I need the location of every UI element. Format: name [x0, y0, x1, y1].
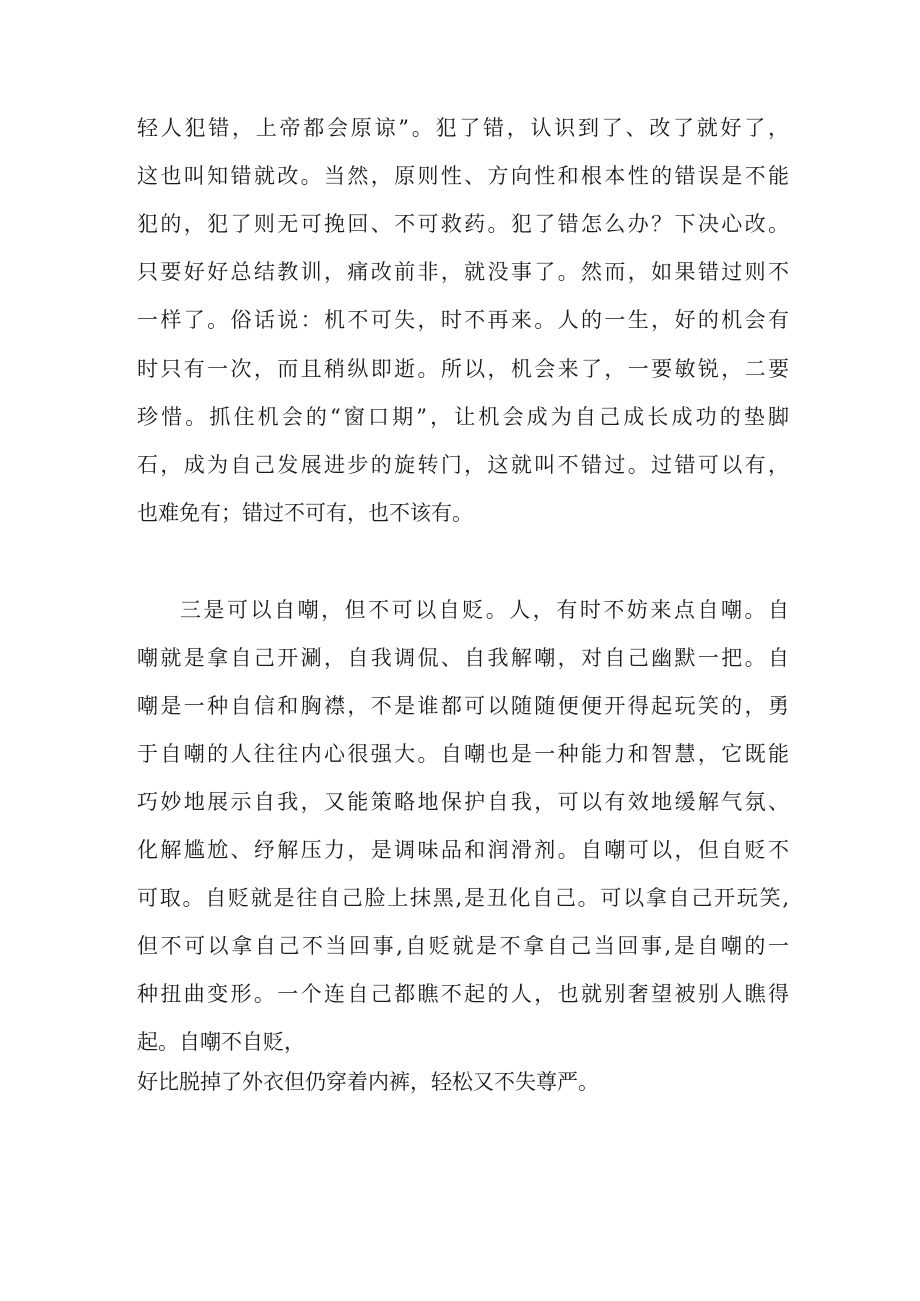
text-line: 一样了。俗话说：机不可失，时不再来。人的一生，好的机会有 — [137, 308, 789, 332]
text-line: 巧妙地展示自我，又能策略地保护自我，可以有效地缓解气氛、 — [137, 790, 789, 814]
text-line: 轻人犯错，上帝都会原谅”。犯了错，认识到了、改了就好了， — [137, 116, 789, 140]
text-line: 好比脱掉了外衣但仍穿着内裤，轻松又不失尊严。 — [137, 1070, 599, 1094]
text-line: 三是可以自嘲，但不可以自贬。人，有时不妨来点自嘲。自 — [180, 598, 789, 622]
text-line: 只要好好总结教训，痛改前非，就没事了。然而，如果错过则不 — [137, 260, 789, 284]
text-line: 嘲就是拿自己开涮，自我调侃、自我解嘲，对自己幽默一把。自 — [137, 646, 789, 670]
text-line: 化解尴尬、纾解压力，是调味品和润滑剂。自嘲可以，但自贬不 — [137, 838, 789, 862]
text-line: 时只有一次，而且稍纵即逝。所以，机会来了，一要敏锐，二要 — [137, 357, 789, 381]
text-line: 石，成为自己发展进步的旋转门，这就叫不错过。过错可以有， — [137, 453, 789, 477]
text-line: 嘲是一种自信和胸襟，不是谁都可以随随便便开得起玩笑的，勇 — [137, 694, 789, 718]
text-line: 这也叫知错就改。当然，原则性、方向性和根本性的错误是不能 — [137, 164, 789, 188]
text-line: 可取。自贬就是往自己脸上抹黑,是丑化自己。可以拿自己开玩笑, — [137, 886, 789, 910]
text-line: 起。自嘲不自贬， — [137, 1030, 305, 1054]
text-line: 珍惜。抓住机会的“窗口期”，让机会成为自己成长成功的垫脚 — [137, 405, 789, 429]
text-line: 于自嘲的人往往内心很强大。自嘲也是一种能力和智慧，它既能 — [137, 742, 789, 766]
text-line: 种扭曲变形。一个连自己都瞧不起的人，也就别奢望被别人瞧得 — [137, 982, 789, 1006]
text-line: 但不可以拿自己不当回事,自贬就是不拿自己当回事,是自嘲的一 — [137, 934, 789, 958]
text-line: 犯的，犯了则无可挽回、不可救药。犯了错怎么办？下决心改。 — [137, 212, 789, 236]
text-line: 也难免有；错过不可有，也不该有。 — [137, 501, 473, 525]
